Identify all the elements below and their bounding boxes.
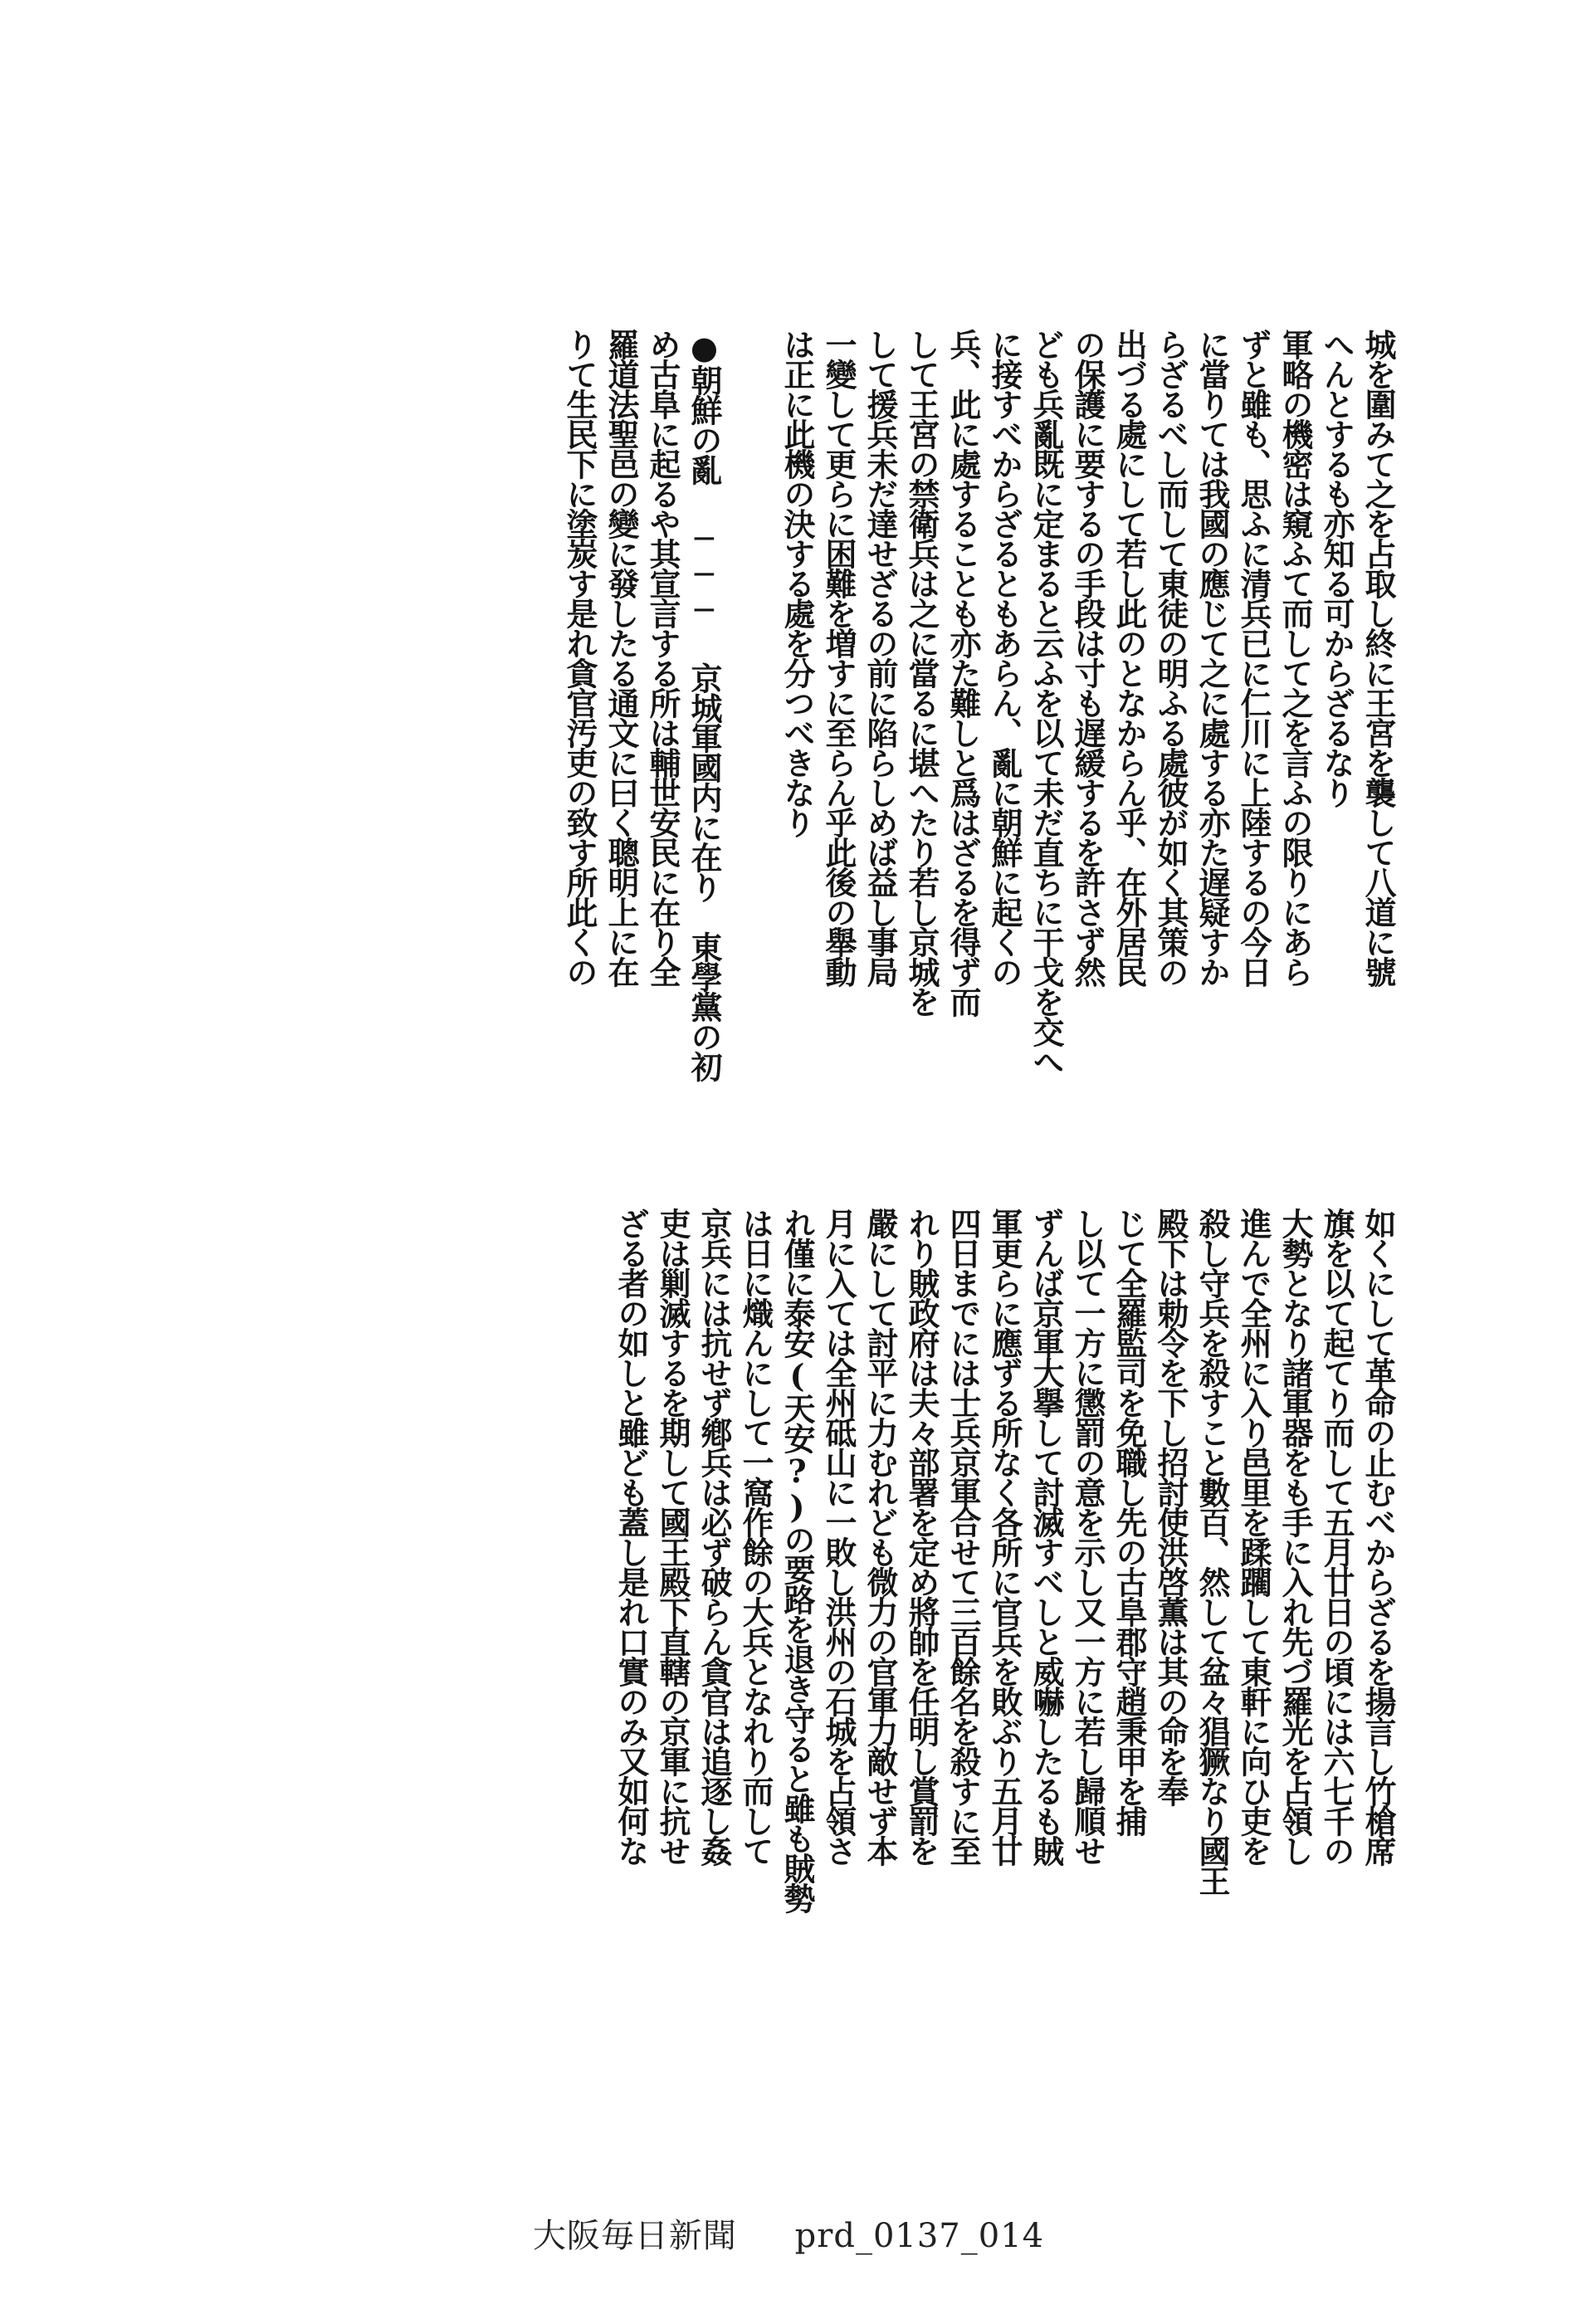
text-column: は日に熾んにして一窩作餘の大兵となれり而して <box>737 1208 774 1865</box>
text-column: して援兵未だ達せざるの前に陷らしめば益し事局 <box>862 329 899 986</box>
text-column: じて全羅監司を免職し先の古阜郡守趙秉甲を捕 <box>1111 1208 1148 1835</box>
text-column: 進んで全州に入り邑里を蹂躙して東軒に向ひ吏を <box>1235 1208 1272 1865</box>
text-column: は正に此機の決する處を分つべきなり <box>779 329 816 837</box>
text-column: りて生民下に塗炭す是れ貪官汚吏の致す所此くの <box>561 329 598 986</box>
text-column: へんとするも亦知る可からざるなり <box>1318 329 1355 807</box>
text-column: 旗を以て起てり而して五月廿日の頃には六七千の <box>1318 1208 1355 1865</box>
text-column: し以て一方に懲罰の意を示し又一方に若し歸順せ <box>1069 1208 1106 1865</box>
text-column: の保護に要するの手段は寸も遅緩するを許さず然 <box>1069 329 1106 986</box>
text-column: 出づる處にして若し此のとなからん乎、在外居民 <box>1111 329 1148 986</box>
text-column: 大勢となり諸軍器をも手に入れ先づ羅光を占領し <box>1277 1208 1314 1865</box>
text-column: れ僅に泰安(天安?)の要路を退き守ると雖も賊勢 <box>779 1208 816 1912</box>
text-column: ども兵亂既に定まると云ふを以て未だ直ちに干戈を交へ <box>1028 329 1065 1076</box>
text-column: れり賊政府は夫々部署を定め將帥を任明し賞罰を <box>903 1208 940 1865</box>
top-text-block <box>237 329 1399 1159</box>
text-column: して王宮の禁衛兵は之に當るに堪へたり若し京城を <box>903 329 940 1016</box>
text-column: 殿下は勅令を下し招討使洪啓薫は其の命を奉 <box>1152 1208 1189 1805</box>
text-column: 月に入ては全州砥山に一敗し洪州の石城を占領さ <box>820 1208 857 1865</box>
text-column: 吏は剿滅するを期して國王殿下直轄の京軍に抗せ <box>654 1208 691 1865</box>
text-column: 軍略の機密は窺ふて而して之を言ふの限りにあら <box>1277 329 1314 986</box>
text-column: に接すべからざるともあらん、亂に朝鮮に起くの <box>986 329 1023 986</box>
text-column: ずと雖も、思ふに清兵已に仁川に上陸するの今日 <box>1235 329 1272 986</box>
text-column: 羅道法聖邑の變に發したる通文に曰く聰明上に在 <box>603 329 640 986</box>
text-column: 兵、此に處することも亦た難しと爲はざるを得ず而 <box>945 329 982 1016</box>
text-column: らざるべし而して東徒の明ふる處彼が如く其策の <box>1152 329 1189 986</box>
page-footer <box>0 2209 1577 2257</box>
column-gap <box>725 329 776 1159</box>
article-heading-column: ●朝鮮の亂 ─── 京城軍國内に在り 東學黨の初 <box>686 329 723 1081</box>
text-column: 軍更らに應ずる所なく各所に官兵を敗ぶり五月廿 <box>986 1208 1023 1865</box>
text-column: 四日までには士兵京軍合せて三百餘名を殺すに至 <box>945 1208 982 1865</box>
bottom-text-block <box>237 1208 1399 2038</box>
text-column: 一變して更らに困難を増すに至らん乎此後の舉動 <box>820 329 857 986</box>
text-column: め古阜に起るや其宣言する所は輔世安民に在り全 <box>644 329 681 986</box>
newspaper-name: 大阪毎日新聞 <box>532 2217 737 2255</box>
text-column: ずんば京軍大擧して討滅すべしと威嚇したるも賊 <box>1028 1208 1065 1865</box>
text-column: 嚴にして討平に力むれども微力の官軍力敵せず本 <box>862 1208 899 1865</box>
text-column: 城を圍みて之を占取し終に王宮を襲して八道に號 <box>1360 329 1397 986</box>
text-column: ざる者の如しと雖ども蓋し是れ口實のみ又如何な <box>613 1208 650 1865</box>
page-id: prd_0137_014 <box>794 2217 1045 2255</box>
text-column: 殺し守兵を殺すこと數百、然して盆々猖獗なり國王 <box>1194 1208 1231 1895</box>
text-column: 京兵には抗せず鄕兵は必ず破らん貪官は追逐し姦 <box>696 1208 733 1865</box>
text-column: に當りては我國の應じて之に處する亦た遅疑すか <box>1194 329 1231 986</box>
text-column: 如くにして革命の止むべからざるを揚言し竹槍席 <box>1360 1208 1397 1865</box>
